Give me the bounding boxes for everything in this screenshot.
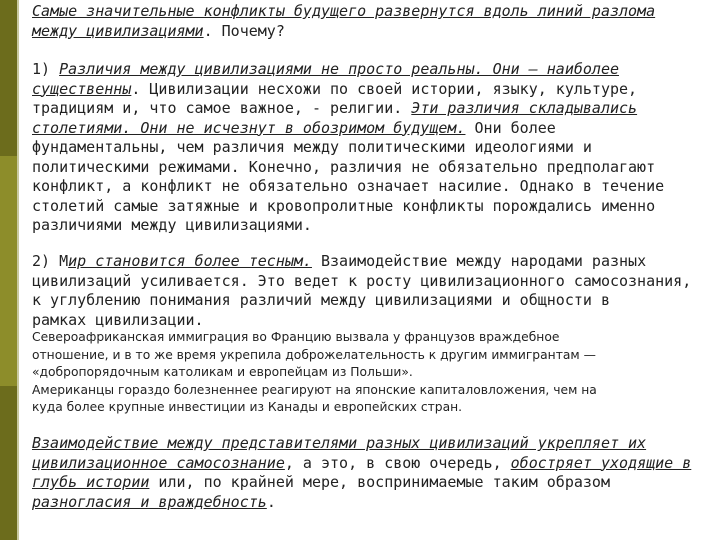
p3-line-2-underlined: цивилизационное самосознание: [32, 453, 285, 472]
left-accent-bar-middle: [0, 156, 17, 386]
p2-line-1-rest: Взаимодействие между народами разных: [311, 252, 647, 270]
p3-line-1: Взаимодействие между представителями разных цивилизаций укрепляет их: [32, 434, 647, 452]
slide-title: [32, 2, 655, 41]
p3-line-2-mid: , а это, в свою очередь,: [284, 453, 511, 472]
p2-line-4: рамках цивилизации.: [32, 310, 204, 329]
examples-block: [32, 329, 597, 417]
p2-line-1-underlined: ир становится более тесным.: [68, 252, 312, 270]
p1-number: 1): [32, 60, 60, 78]
p1-line-6: политическими режимами. Конечно, различия не обязательно предполагают: [32, 157, 656, 176]
title-line-2-rest: . Почему?: [203, 21, 285, 40]
p1-line-5: фундаментальны, чем различия между политическими идеологиями и: [32, 138, 592, 156]
p3-line-4-underlined: разногласия и враждебность: [32, 492, 267, 511]
p3-line-3-rest: или, по крайней мере, воспринимаемые таким образом: [149, 473, 610, 491]
left-accent-bar-bottom: [0, 386, 17, 540]
left-accent-bar-top: [0, 0, 17, 156]
p1-line-2-rest: . Цивилизации несхожи по своей истории, языку, культуре,: [131, 79, 638, 98]
p1-line-2-underlined: существенны: [32, 79, 132, 98]
p1-line-1: Различия между цивилизациями не просто реальны. Они — наиболее: [59, 60, 620, 78]
p3-line-3-underlined: глубь истории: [32, 473, 150, 491]
left-accent-stripe: [17, 0, 19, 540]
p1-line-3-pre: традициям и, что самое важное, - религии.: [32, 99, 412, 117]
example-line-3: «добропорядочным католикам и европейцам из Польши».: [32, 365, 413, 380]
p1-line-7: конфликт, а конфликт не обязательно означает насилие. Однако в течение: [32, 177, 665, 195]
paragraph-2: [32, 252, 691, 330]
paragraph-1: [32, 60, 664, 236]
p1-line-4-underlined: столетиями. Они не исчезнут в обозримом будущем.: [32, 118, 466, 137]
p3-line-4-rest: .: [266, 492, 276, 511]
example-line-4: Американцы гораздо болезненнее реагируют на японские капиталовложения, чем на: [32, 382, 597, 397]
title-line-2-underlined: между цивилизациями: [32, 21, 204, 40]
p2-line-1-pre: 2) М: [32, 252, 69, 270]
title-line-1: Самые значительные конфликты будущего развернутся вдоль линий разлома: [32, 2, 656, 20]
paragraph-3: [32, 434, 691, 512]
example-line-2: отношение, и в то же время укрепила доброжелательность к другим иммигрантам —: [32, 347, 596, 362]
example-line-5: куда более крупные инвестиции из Канады и европейских стран.: [32, 400, 463, 415]
p3-line-2-underlined-2: обостряет уходящие в: [510, 453, 692, 472]
p1-line-8: столетий самые затяжные и кровопролитные конфликты порождались именно: [32, 196, 656, 215]
p2-line-3: к углублению понимания различий между цивилизациями и общности в: [32, 291, 610, 309]
example-line-1: Североафриканская иммиграция во Францию вызвала у французов враждебное: [32, 330, 560, 344]
p1-line-4-rest: Они более: [465, 118, 556, 137]
p1-line-9: различиями между цивилизациями.: [32, 216, 312, 234]
p2-line-2: цивилизаций усиливается. Это ведет к росту цивилизационного самосознания,: [32, 271, 692, 290]
p1-line-3-underlined: Эти различия складывались: [411, 99, 638, 117]
